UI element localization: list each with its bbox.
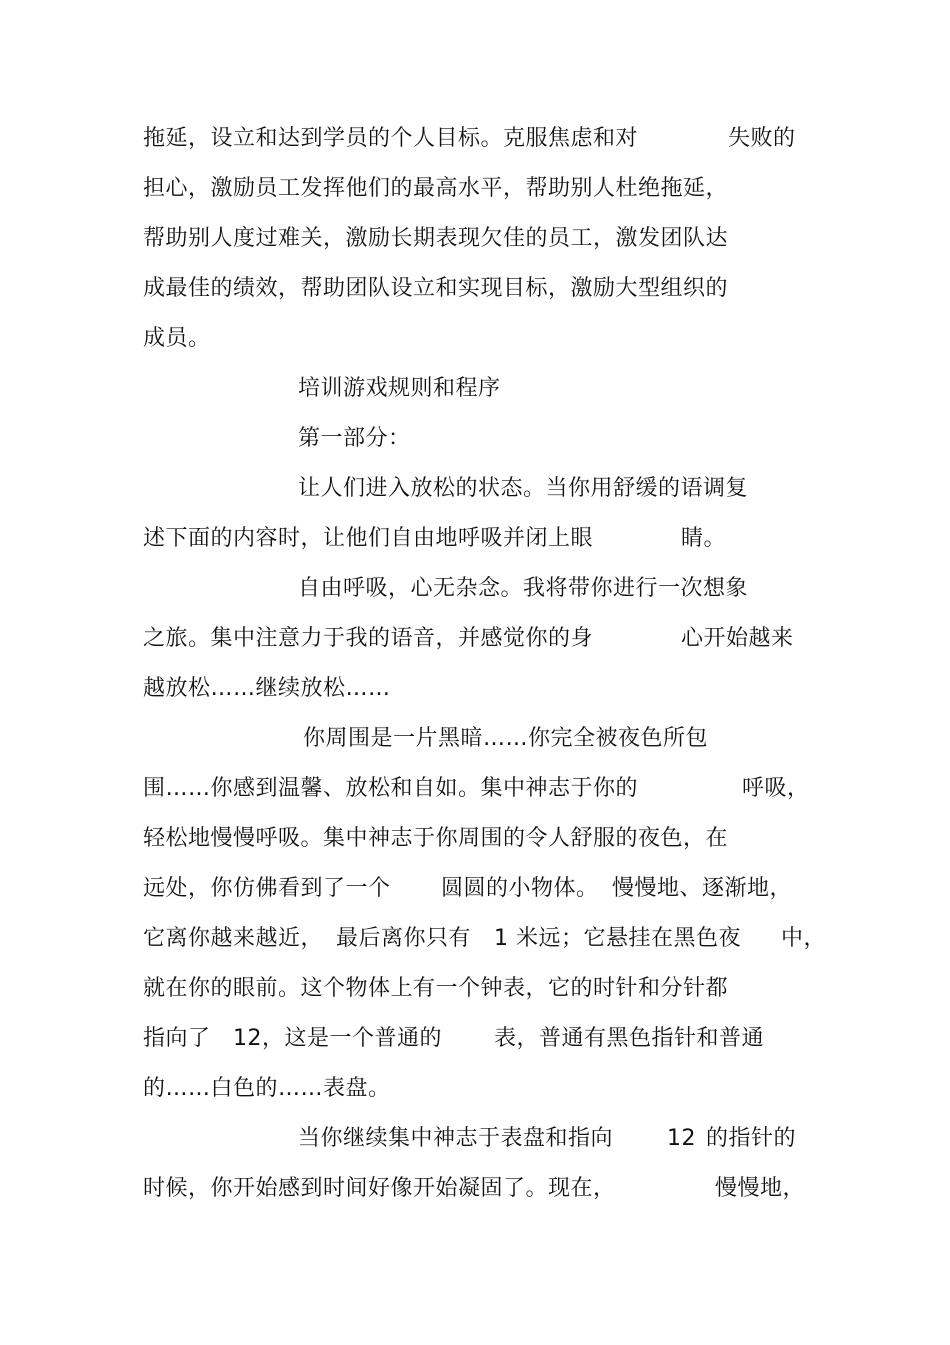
text-line-fragment: 慢慢地、逐渐地， (612, 876, 793, 901)
text-line: 就在你的眼前。这个物体上有一个钟表，它的时针和分针都 (143, 976, 729, 1001)
text-line: 远处，你仿佛看到了一个 (143, 876, 391, 901)
text-line-fragment: 圆圆的小物体。 (441, 876, 599, 901)
text-line: 你周围是一片黑暗……你完全被夜色所包 (303, 726, 709, 751)
text-line-fragment: 12，这是一个普通的 (233, 1026, 442, 1051)
text-line: 让人们进入放松的状态。当你用舒缓的语调复 (298, 476, 749, 501)
text-line: 帮助别人度过难关，激励长期表现欠佳的员工，激发团队达 (143, 226, 729, 251)
text-line: 指向了 (143, 1026, 211, 1051)
text-line-fragment: 睛。 (681, 526, 727, 551)
text-line: 拖延，设立和达到学员的个人目标。克服焦虑和对 (143, 126, 639, 151)
part-title: 第一部分： (298, 426, 411, 451)
text-line-fragment: 最后离你只有 (336, 926, 472, 951)
text-line: 之旅。集中注意力于我的语音，并感觉你的身 (143, 626, 594, 651)
section-heading: 培训游戏规则和程序 (298, 376, 501, 401)
text-line: 时候，你开始感到时间好像开始凝固了。现在， (143, 1176, 616, 1201)
text-line: 越放松……继续放松…… (143, 676, 391, 701)
text-line-fragment: 心开始越来 (681, 626, 794, 651)
text-line: 自由呼吸，心无杂念。我将带你进行一次想象 (298, 576, 749, 601)
text-line-fragment: 12 (667, 1126, 696, 1151)
text-line: 的……白色的……表盘。 (143, 1076, 391, 1101)
text-line: 述下面的内容时，让他们自由地呼吸并闭上眼 (143, 526, 594, 551)
text-line-fragment: 1 米远；它悬挂在黑色夜 (494, 926, 741, 951)
text-line: 围……你感到温馨、放松和自如。集中神志于你的 (143, 776, 639, 801)
text-line-fragment: 慢慢地， (715, 1176, 806, 1201)
text-line: 它离你越来越近， (143, 926, 324, 951)
text-line-fragment: 呼吸， (742, 776, 810, 801)
text-line: 当你继续集中神志于表盘和指向 (298, 1126, 614, 1151)
text-line: 成最佳的绩效，帮助团队设立和实现目标，激励大型组织的 (143, 276, 729, 301)
text-line-fragment: 失败的 (728, 126, 796, 151)
text-line-fragment: 中， (781, 926, 827, 951)
text-line-fragment: 表，普通有黑色指针和普通 (494, 1026, 765, 1051)
text-line: 成员。 (143, 326, 211, 351)
text-line: 担心，激励员工发挥他们的最高水平，帮助别人杜绝拖延， (143, 176, 729, 201)
text-line-fragment: 的指针的 (706, 1126, 797, 1151)
text-line: 轻松地慢慢呼吸。集中神志于你周围的令人舒服的夜色，在 (143, 826, 729, 851)
